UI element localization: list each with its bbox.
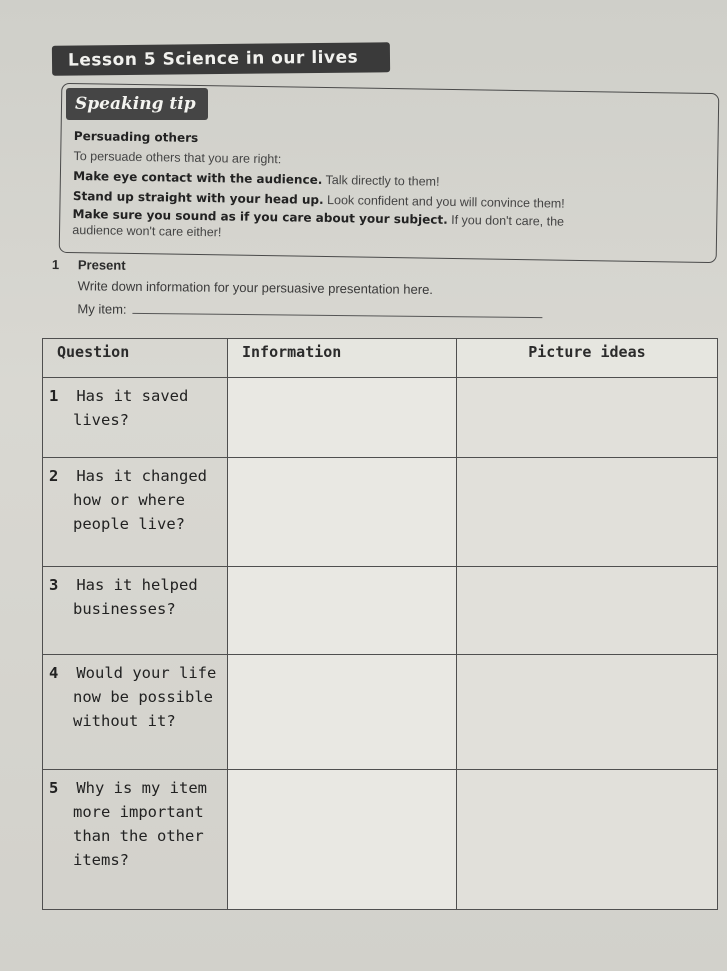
tip-line-1-text: Talk directly to them! [322,172,440,189]
question-cell [43,655,228,770]
header-question: Question [43,339,228,378]
tip-line-2-text: Look confident and you will convince them! [323,192,565,211]
speaking-tip-text [72,126,714,248]
question-line: Has it helped [76,575,198,594]
information-cell[interactable] [228,458,457,567]
lesson-title: Lesson 5 Science in our lives [52,42,390,76]
picture-ideas-cell[interactable] [456,770,717,910]
table-row [43,378,718,458]
information-cell[interactable] [228,770,457,910]
picture-ideas-cell[interactable] [456,378,717,458]
question-line: Would your life [76,664,217,683]
question-line: items? [73,851,129,870]
my-item-row [77,301,651,322]
speaking-tip-header: Speaking tip [66,88,208,120]
question-line: Has it saved [76,387,189,405]
question-line: than the other [73,827,204,846]
table-row [43,458,718,567]
header-information: Information [228,339,457,378]
table-row [43,566,718,654]
my-item-field[interactable] [133,303,543,318]
question-cell [43,770,228,910]
my-item-label: My item: [77,301,127,317]
question-cell [43,566,228,654]
question-line: now be possible [73,688,213,707]
exercise-number: 1 [51,257,60,273]
tip-line-1-bold: Make eye contact with the audience. [73,168,323,187]
tip-intro: To persuade others that you are right: [73,148,282,167]
tip-line-3-bold: Make sure you sound as if you care about your subject. [72,206,448,227]
question-number: 1 [49,387,59,405]
question-line: more important [73,803,204,822]
picture-ideas-cell[interactable] [456,566,717,654]
header-picture-ideas: Picture ideas [456,339,717,378]
question-cell [43,458,228,567]
question-line: Why is my item [76,779,207,798]
question-line: people live? [73,515,185,534]
question-number: 5 [49,779,59,798]
question-cell [43,378,228,458]
tip-subtitle: Persuading others [73,128,199,145]
question-number: 2 [49,467,59,486]
table-row [43,655,718,770]
presentation-table [42,338,718,910]
tip-line-3-text: If you don't care, the [447,212,565,229]
question-number: 3 [49,575,59,594]
question-number: 4 [49,664,59,683]
exercise-title: Present [77,257,126,273]
question-line: Has it changed [76,467,207,486]
question-line: lives? [73,411,129,429]
exercise-instruction: Write down information for your persuasive presentation here. [77,278,434,297]
exercise-present [51,257,652,322]
question-line: how or where [73,491,185,510]
picture-ideas-cell[interactable] [456,655,717,770]
tip-last-line: audience won't care either! [72,222,222,240]
tip-line-2-bold: Stand up straight with your head up. [72,188,324,207]
table-row [43,770,718,910]
picture-ideas-cell[interactable] [456,458,717,567]
information-cell[interactable] [228,655,457,770]
question-line: without it? [73,712,176,731]
information-cell[interactable] [228,378,457,458]
information-cell[interactable] [228,566,457,654]
question-line: businesses? [73,599,176,618]
